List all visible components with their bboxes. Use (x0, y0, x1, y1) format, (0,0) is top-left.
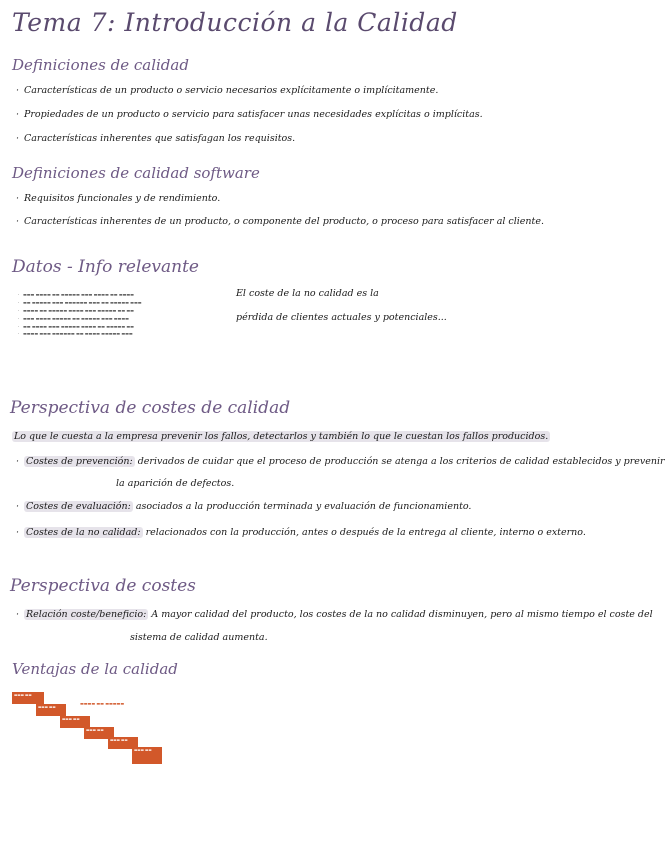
bullet-def-1: · Características de un producto o servicio necesarios explícitamente o implícitamente. (16, 85, 439, 96)
datos-note: El coste de la no calidad es la pérdida de clientes actuales y potenciales... (236, 288, 447, 323)
bullet-def-2: · Propiedades de un producto o servicio para satisfacer unas necesidades explícitas o implícitas. (16, 109, 483, 120)
bullet-sw-1: · Requisitos funcionales y de rendimiento. (16, 193, 221, 204)
item-prevencion: · Costes de prevención: derivados de cuidar que el proceso de producción se atenga a los criterios de calidad establecidos y prevenir (16, 456, 665, 467)
step-box-1: ▬▬▬ ▬▬ (12, 692, 44, 704)
bullet-def-3: · Características inherentes que satisfagan los requisitos. (16, 133, 296, 144)
heading-costes-calidad: Perspectiva de costes de calidad (10, 398, 291, 418)
item-evaluacion: · Costes de evaluación: asociados a la producción terminada y evaluación de funcionamiento. (16, 501, 472, 512)
step-box-2: ▬▬▬ ▬▬ (36, 704, 66, 716)
item-prevencion-cont: la aparición de defectos. (116, 478, 235, 489)
bullet-sw-2: · Características inherentes de un producto, o componente del producto, o proceso para satisfacer al cliente. (16, 216, 545, 227)
heading-software: Definiciones de calidad software (12, 164, 260, 182)
datos-small-list: · ▬▬▬ ▬▬▬▬ ▬▬ ▬▬▬▬▬ ▬▬▬ ▬▬▬▬ ▬▬ ▬▬▬▬ · ▬▬ ▬▬▬▬▬ ▬▬▬ ▬▬▬▬▬▬ ▬▬▬ ▬▬ ▬▬▬▬▬ ▬▬▬ · ▬▬▬▬ ▬▬ ▬▬▬▬▬ ▬▬▬▬ ▬▬▬ ▬▬▬▬▬ ▬▬ ▬▬ · ▬▬▬ ▬▬▬▬ ▬▬▬▬▬ ▬▬ ▬▬▬▬▬ ▬▬▬ ▬▬▬▬ · ▬▬ ▬▬▬▬ ▬▬▬ ▬▬▬▬▬ ▬▬▬▬ ▬▬ ▬▬▬▬▬ ▬▬ · ▬▬▬▬ ▬▬▬ ▬▬▬▬▬▬ ▬▬ ▬▬▬▬ ▬▬▬▬▬ ▬▬▬ (18, 292, 142, 337)
heading-ventajas: Ventajas de la calidad (12, 660, 178, 678)
step-box-4: ▬▬▬ ▬▬ (84, 727, 114, 739)
page-title: Tema 7: Introducción a la Calidad (12, 8, 458, 37)
step-box-6: ▬▬▬ ▬▬ (132, 747, 162, 764)
heading-definiciones: Definiciones de calidad (12, 56, 189, 74)
heading-costes: Perspectiva de costes (10, 576, 196, 596)
costes-relacion: · Relación coste/beneficio: A mayor calidad del producto, los costes de la no calidad disminuyen, pero al mismo tiempo el coste del (16, 609, 653, 620)
step-box-3: ▬▬▬ ▬▬ (60, 716, 90, 728)
ventajas-label: ▬▬▬▬ ▬▬ ▬▬▬▬▬ (80, 701, 125, 706)
heading-datos: Datos - Info relevante (12, 257, 199, 277)
costes-relacion-cont: sistema de calidad aumenta. (130, 632, 268, 643)
step-box-5: ▬▬▬ ▬▬ (108, 737, 138, 749)
costes-calidad-intro: Lo que le cuesta a la empresa prevenir los fallos, detectarlos y también lo que le cuestan los fallos producidos. (14, 431, 549, 442)
item-no-calidad: · Costes de la no calidad: relacionados con la producción, antes o después de la entrega al cliente, interno o externo. (16, 527, 586, 538)
